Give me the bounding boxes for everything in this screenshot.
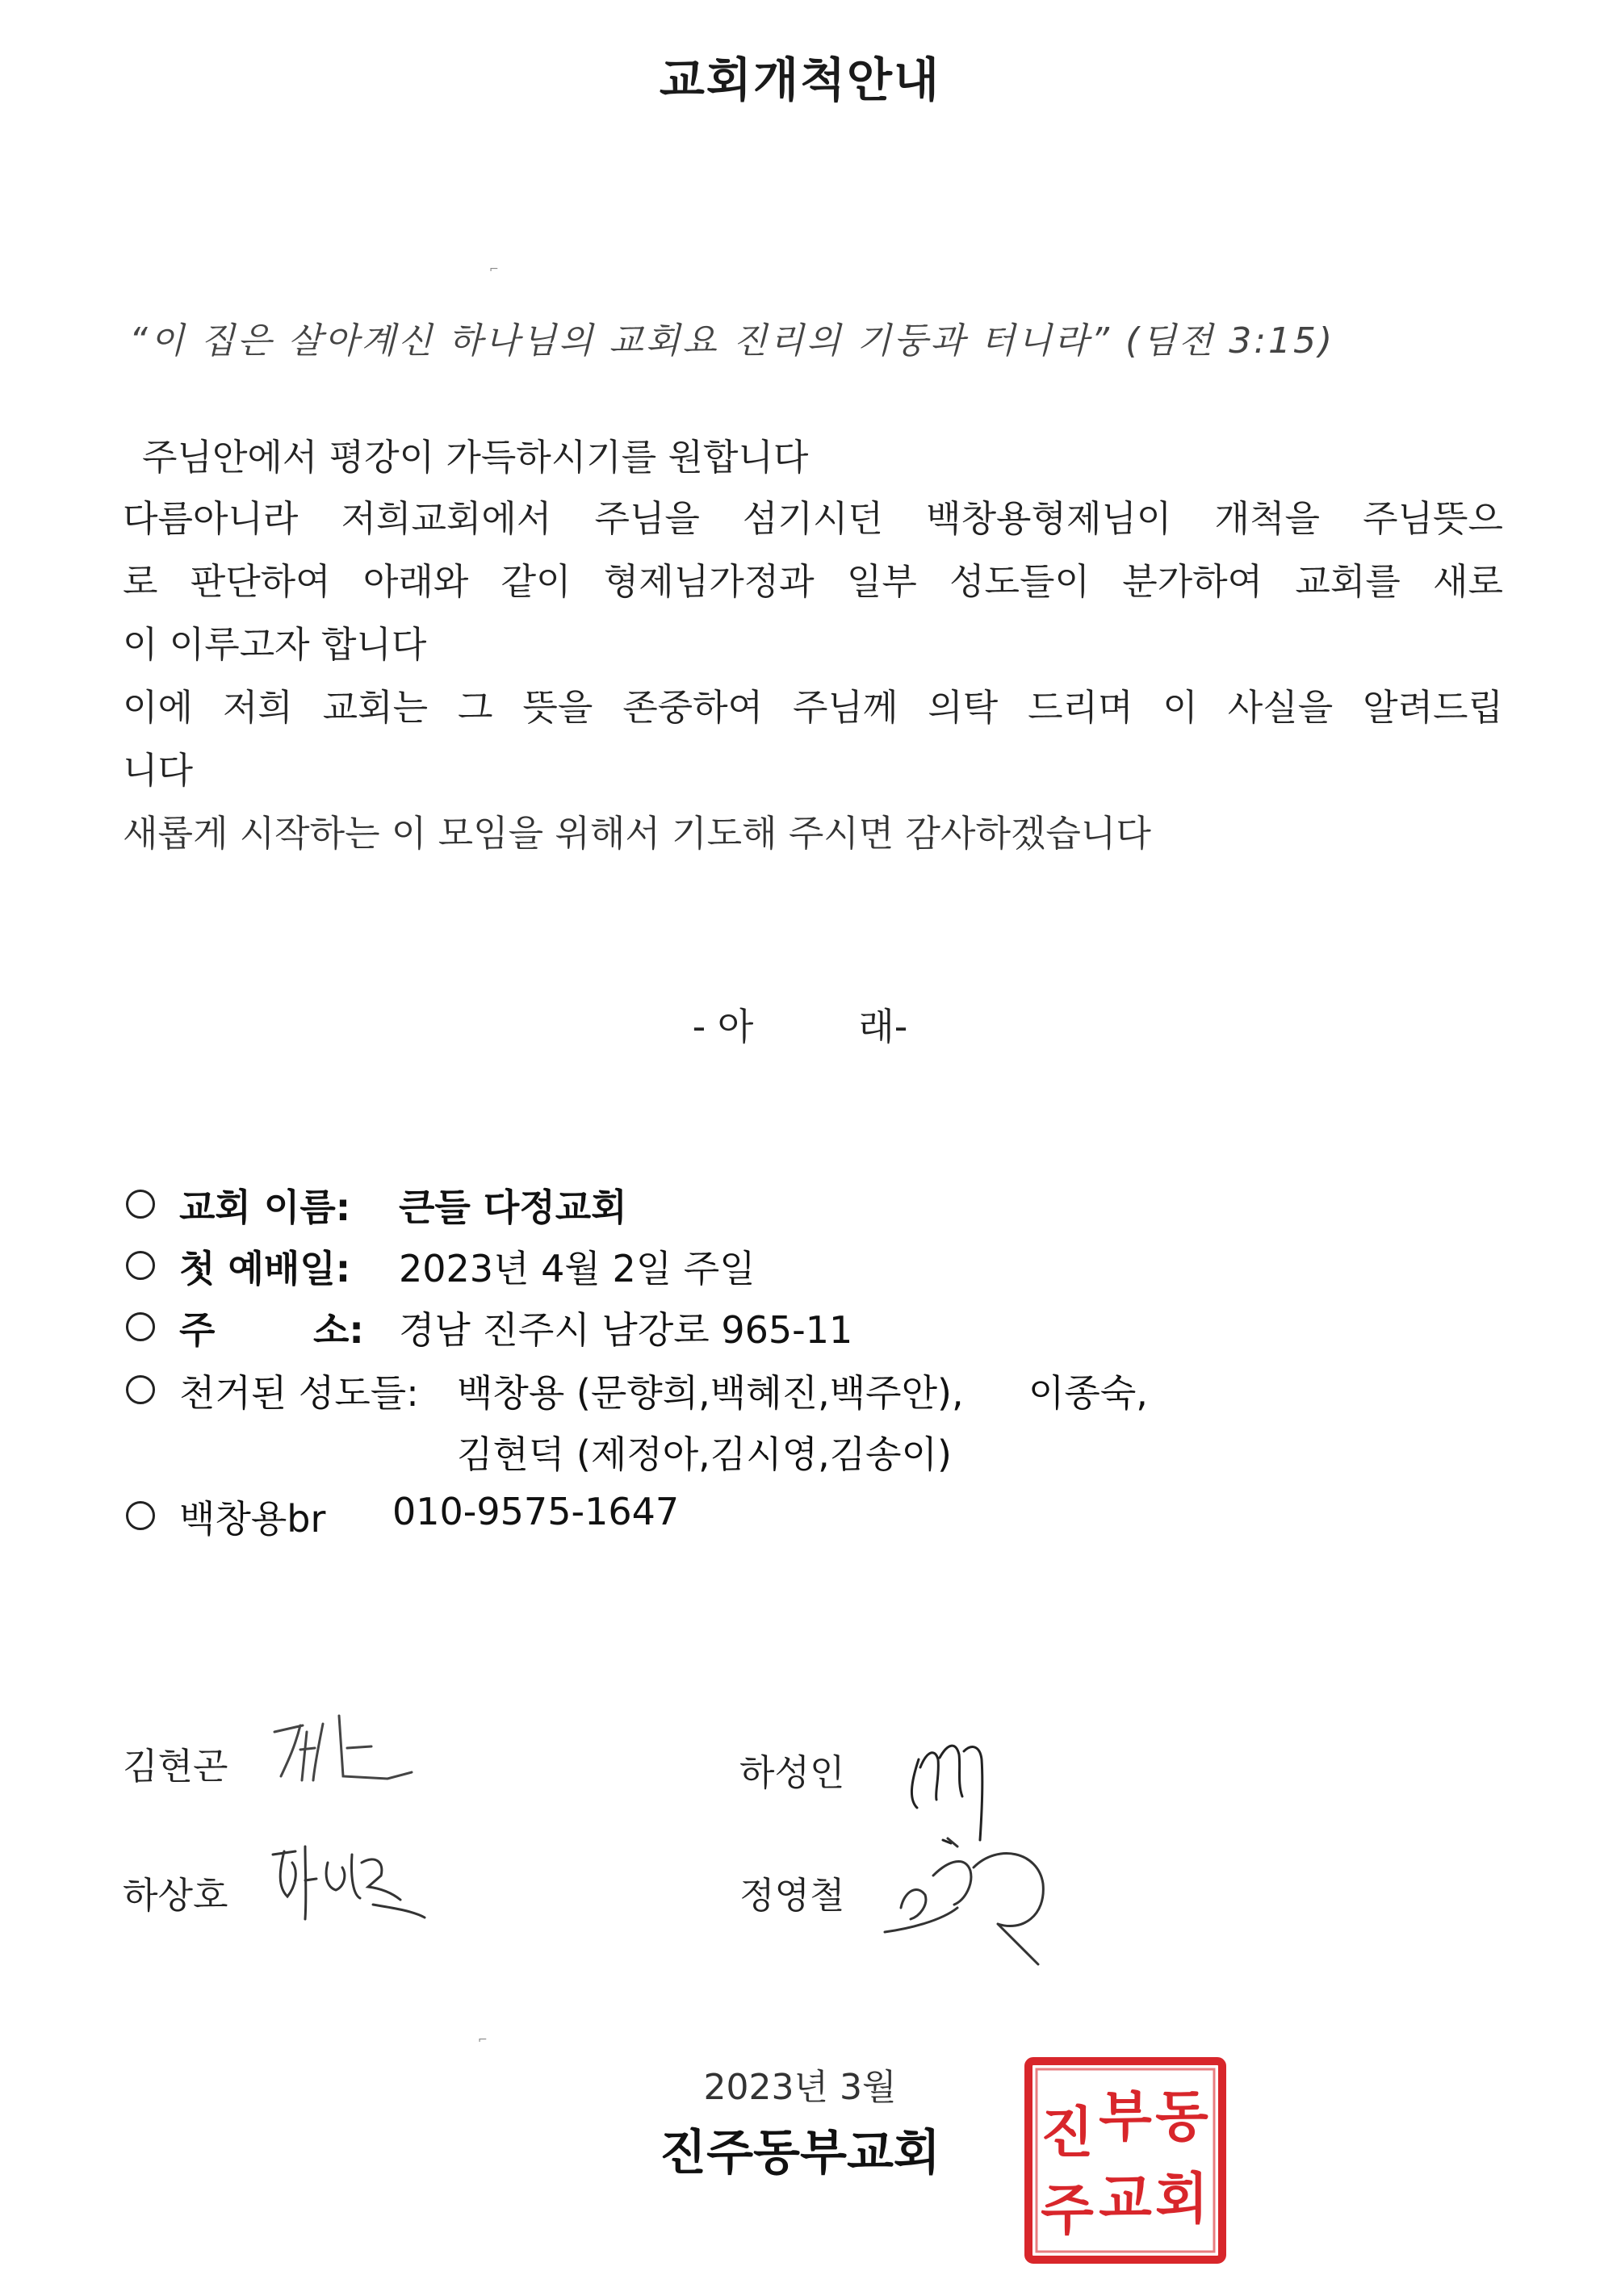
item-label-2: 소: (313, 1308, 364, 1352)
notice-heading (0, 997, 1600, 1051)
notice-heading-left: - 아 (692, 1005, 754, 1048)
signer-name: 하상호 (123, 1874, 228, 1917)
document-title: 교회개척안내 (659, 52, 941, 107)
item-label: 첫 예배일: (179, 1247, 351, 1290)
body-line: 니다 (123, 749, 193, 792)
item-value-line2: 김현덕 (제정아,김시영,김송이) (457, 1432, 952, 1476)
signature-image (263, 1830, 433, 1935)
svg-text:부: 부 (1099, 2085, 1152, 2149)
scan-mark: ⌐ (489, 263, 499, 276)
notice-heading-right: 래- (858, 1005, 908, 1048)
body-line: 새롭게 시작하는 이 모임을 위해서 기도해 주시면 감사하겠습니다 (123, 812, 1151, 855)
svg-text:교: 교 (1099, 2167, 1152, 2231)
body-line: 로 판단하여 아래와 같이 형제님가정과 일부 성도들이 분가하여 교회를 새로 (123, 560, 1503, 603)
item-value: 010-9575-1647 (392, 1490, 680, 1533)
item-label: 천거된 성도들: (179, 1371, 419, 1415)
circle-bullet-icon (126, 1251, 155, 1280)
item-label: 백창용br (179, 1497, 326, 1541)
bible-verse: “이 집은 살아계신 하나님의 교회요 진리의 기둥과 터니라” (딤전 3:15) (129, 320, 1335, 362)
item-value-extra: 이종숙, (1028, 1371, 1148, 1415)
circle-bullet-icon (126, 1190, 155, 1219)
body-paragraph (123, 487, 1503, 865)
church-name: 진주동부교회 (660, 2125, 940, 2181)
svg-text:동: 동 (1155, 2085, 1208, 2149)
signer-name: 하성인 (739, 1751, 845, 1794)
item-value: 백창용 (문향희,백혜진,백주안), (457, 1371, 964, 1415)
item-value: 2023년 4월 2일 주일 (399, 1247, 756, 1290)
svg-text:진: 진 (1041, 2101, 1094, 2165)
svg-text:주: 주 (1041, 2178, 1094, 2243)
body-line: 다름아니라 저희교회에서 주님을 섬기시던 백창용형제님이 개척을 주님뜻으 (123, 497, 1503, 540)
signer-name: 정영철 (739, 1874, 845, 1917)
circle-bullet-icon (126, 1375, 155, 1404)
signer-name: 김현곤 (123, 1745, 228, 1788)
signature-image (266, 1700, 428, 1805)
svg-text:회: 회 (1155, 2167, 1208, 2231)
church-seal (1024, 2056, 1227, 2265)
scan-mark: ⌐ (478, 2034, 488, 2047)
item-value: 경남 진주시 남강로 965-11 (399, 1308, 853, 1352)
item-value: 큰들 다정교회 (399, 1186, 627, 1229)
body-line: 이 이루고자 합니다 (123, 623, 427, 666)
signature-image (877, 1827, 1062, 1972)
body-line: 이에 저희 교회는 그 뜻을 존중하여 주님께 의탁 드리며 이 사실을 알려드립 (123, 686, 1503, 729)
item-label: 교회 이름: (179, 1186, 351, 1229)
circle-bullet-icon (126, 1312, 155, 1341)
circle-bullet-icon (126, 1501, 155, 1530)
item-label: 주 (179, 1308, 216, 1352)
document-date: 2023년 3월 (703, 2067, 897, 2108)
greeting-text: 주님안에서 평강이 가득하시기를 원합니다 (142, 436, 809, 479)
